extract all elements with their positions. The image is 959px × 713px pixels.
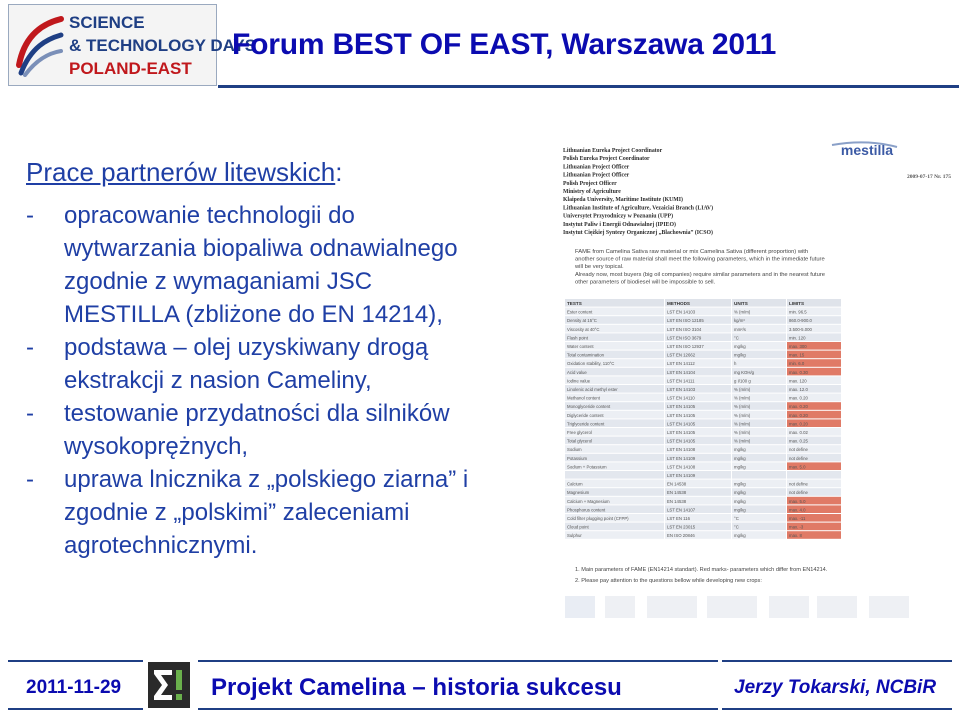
table-cell bbox=[565, 471, 664, 479]
addressee-line: Ministry of Agriculture bbox=[563, 189, 621, 195]
table-cell-text: LST EN ISO 12937 bbox=[667, 344, 704, 349]
table-cell-text: Phosphorus content bbox=[567, 507, 606, 513]
table-cell-text: % (m/m) bbox=[734, 412, 751, 418]
blurred-block bbox=[769, 596, 809, 618]
list-dash: - bbox=[26, 202, 34, 229]
table-cell-text: mg/kg bbox=[734, 481, 746, 487]
table-cell-text: % (m/m) bbox=[734, 438, 751, 444]
table-cell-text: LST EN 14105 bbox=[667, 421, 696, 427]
footnote-line: 2. Please pay attention to the questions bellow while developing new crops: bbox=[575, 578, 762, 584]
table-cell-text: LST EN 14108 bbox=[667, 447, 696, 453]
logo-line-technology-days: & TECHNOLOGY DAYS bbox=[69, 36, 257, 55]
table-cell-text: mg/kg bbox=[734, 490, 746, 496]
table-cell-text: °C bbox=[734, 516, 739, 521]
addressee-line: Lithuanian Project Officer bbox=[563, 172, 630, 179]
table-cell-text: not define bbox=[789, 481, 808, 487]
table-cell-text: max. -11 bbox=[789, 516, 806, 521]
table-cell-text: max. 0.25 bbox=[789, 438, 808, 444]
table-cell-text: Oxidation stability, 110°C bbox=[567, 361, 615, 367]
paragraph-line: will be very topical. bbox=[575, 264, 624, 271]
table-cell-text: LST EN 14109 bbox=[667, 473, 696, 478]
table-header-text: METHODS bbox=[667, 301, 690, 306]
list-text: zgodnie z wymaganiami JSC bbox=[64, 268, 373, 295]
addressee-line: Lithuanian Eureka Project Coordinator bbox=[563, 148, 663, 154]
table-cell-text: not define bbox=[789, 490, 808, 496]
table-cell-text: max. 0.20 bbox=[789, 421, 808, 427]
table-cell-text: % (m/m) bbox=[734, 404, 751, 410]
blurred-block bbox=[707, 596, 757, 618]
footer-date-box bbox=[8, 660, 143, 710]
table-cell-text: LST EN 14103 bbox=[667, 387, 696, 392]
table-header-text: TESTS bbox=[567, 301, 582, 306]
addressee-line: Lithuanian Institute of Agriculture, Vezaiciai Branch (LIAV) bbox=[563, 205, 714, 212]
table-cell-text: LST EN 14105 bbox=[667, 404, 696, 410]
table-cell-text: LST EN 12662 bbox=[667, 352, 696, 358]
list-item bbox=[26, 463, 546, 496]
table-cell-text: max. 300 bbox=[789, 344, 807, 349]
table-cell-text: Acid value bbox=[567, 369, 587, 375]
table-cell-text: LST EN 116 bbox=[667, 516, 691, 521]
table-cell-text: LST EN 14103 bbox=[667, 309, 696, 315]
list-text: agrotechnicznymi. bbox=[64, 532, 258, 559]
header-divider bbox=[218, 85, 959, 88]
bullet-list bbox=[26, 199, 546, 562]
table-cell-text: Calcium bbox=[567, 481, 583, 487]
table-cell-text: Water content bbox=[567, 344, 594, 349]
list-text: ekstrakcji z nasion Cameliny, bbox=[64, 367, 372, 394]
table-cell-text: max. 120 bbox=[789, 378, 807, 384]
science-technology-days-logo bbox=[8, 4, 257, 86]
table-cell bbox=[732, 333, 786, 341]
blurred-block bbox=[565, 596, 595, 618]
list-item bbox=[26, 496, 546, 529]
blurred-block bbox=[869, 596, 909, 618]
logo-swirl-icon bbox=[15, 13, 65, 77]
table-cell-text: max. 0.20 bbox=[789, 412, 808, 418]
table-cell-text: EN ISO 20846 bbox=[667, 533, 695, 539]
blurred-block bbox=[817, 596, 857, 618]
table-cell-text: max. 0.30 bbox=[789, 369, 808, 375]
table-cell-text: max. 8 bbox=[789, 533, 802, 539]
table-cell-text: Sodium bbox=[567, 447, 582, 453]
table-cell-text: EN 14538 bbox=[667, 490, 687, 496]
table-cell-text: % (m/m) bbox=[734, 387, 751, 392]
header-bar bbox=[0, 0, 959, 91]
paragraph-line: FAME from Camelina Sativa raw material or mix Camelina Sativa (different proportion) with bbox=[575, 249, 809, 255]
ncbir-logo-icon bbox=[148, 662, 190, 708]
table-cell bbox=[732, 359, 786, 367]
table-cell bbox=[732, 471, 786, 479]
table-cell-text: min. 96.5 bbox=[789, 309, 807, 315]
addressee-line: Polish Eureka Project Coordinator bbox=[563, 156, 650, 163]
table-cell-text: % (m/m) bbox=[734, 309, 751, 315]
table-cell-text: min. 120 bbox=[789, 335, 806, 341]
table-cell-text: °C bbox=[734, 335, 739, 341]
mestilla-logo-text: mestilla bbox=[840, 142, 894, 158]
addressee-line: Universytet Przyrodniczy w Poznaniu (UPP) bbox=[563, 213, 674, 220]
list-item bbox=[26, 265, 546, 298]
footer-author-box bbox=[722, 660, 952, 710]
list-dash: - bbox=[26, 334, 34, 361]
list-text: zgodnie z „polskimi” zaleceniami bbox=[64, 499, 410, 526]
table-cell-text: mg/kg bbox=[734, 455, 746, 461]
table-cell-text: LST EN 14104 bbox=[667, 369, 696, 375]
table-cell-text: max. 12.0 bbox=[789, 387, 808, 392]
table-cell-text: mg/kg bbox=[734, 464, 746, 470]
table-cell-text: mm²/s bbox=[734, 326, 746, 332]
table-cell-text: Flash point bbox=[567, 335, 589, 341]
table-cell-text: Diglyceride content bbox=[567, 412, 604, 418]
table-cell-text: Calcium + Magnesium bbox=[567, 498, 610, 504]
footer-author: Jerzy Tokarski, NCBiR bbox=[734, 677, 937, 698]
list-item bbox=[26, 430, 546, 463]
paragraph-line: other parameters of biodiesel will be impossible to sell. bbox=[575, 279, 716, 286]
document-date: 2009-07-17 Nr. 175 bbox=[907, 174, 951, 180]
table-cell-text: LST EN 14110 bbox=[667, 395, 695, 401]
table-cell-text: Ester content bbox=[567, 309, 593, 315]
table-cell-text: Linolenic acid methyl ester bbox=[567, 387, 618, 392]
paragraph-line: another source of raw material shall meet the following parameters, which in the immediate future bbox=[575, 256, 825, 263]
table-header-text: LIMITS bbox=[789, 301, 805, 306]
logo-line-science: SCIENCE bbox=[69, 13, 145, 32]
scanned-mestilla-letter bbox=[547, 141, 959, 640]
table-cell-text: 860.0-900.0 bbox=[789, 318, 812, 324]
footnote-line: 1. Main parameters of FAME (EN14214 standart). Red marks- parameters which differ from EN14214. bbox=[575, 567, 828, 573]
table-cell-text: Sulphur bbox=[567, 533, 582, 539]
table-cell-text: LST EN 14108 bbox=[667, 464, 696, 470]
table-cell-text: LST EN 14109 bbox=[667, 455, 696, 461]
table-cell-text: mg/kg bbox=[734, 352, 746, 358]
table-cell-text: max. 0.20 bbox=[789, 395, 808, 401]
table-cell-text: not define bbox=[789, 447, 808, 453]
addressee-line: Instytut Ciężkiej Syntezy Organicznej „Blachownia” (ICSO) bbox=[563, 230, 713, 236]
list-dash: - bbox=[26, 400, 34, 427]
table-cell-text: not define bbox=[789, 455, 808, 461]
table-cell-text: % (m/m) bbox=[734, 421, 751, 427]
table-cell-text: LST EN ISO 12185 bbox=[667, 318, 704, 324]
table-cell-text: kg/m³ bbox=[734, 318, 745, 324]
table-cell-text: h bbox=[734, 361, 737, 367]
blurred-block bbox=[647, 596, 697, 618]
table-cell-text: LST EN 14111 bbox=[667, 378, 695, 384]
list-text: MESTILLA (zbliżone do EN 14214), bbox=[64, 301, 443, 328]
footer-date: 2011-11-29 bbox=[26, 677, 122, 698]
table-cell-text: Iodine value bbox=[567, 378, 591, 384]
table-cell-text: mg/kg bbox=[734, 498, 746, 504]
table-cell-text: LST EN ISO 3679 bbox=[667, 335, 702, 341]
addressee-line: Instytut Paliw i Energii Odnawialnej (IPIEO) bbox=[563, 221, 676, 228]
list-text: testowanie przydatności dla silników bbox=[64, 400, 450, 427]
mestilla-logo bbox=[832, 142, 897, 158]
list-item bbox=[26, 232, 546, 265]
section-heading-text: Prace partnerów litewskich bbox=[26, 157, 336, 187]
table-cell-text: °C bbox=[734, 524, 739, 530]
table-cell-text: Monoglyceride content bbox=[567, 404, 611, 410]
table-cell bbox=[787, 471, 841, 479]
table-cell-text: LST EN ISO 3104 bbox=[667, 326, 702, 332]
table-cell-text: Cold filter plugging point (CFPP) bbox=[567, 516, 629, 521]
addressee-line: Klaipeda University, Maritime Institute (KUMI) bbox=[563, 197, 683, 204]
table-cell-text: mg KOH/g bbox=[734, 369, 755, 375]
table-cell-text: Viscosity at 40°C bbox=[567, 326, 600, 332]
list-item bbox=[26, 298, 546, 331]
table-cell bbox=[732, 514, 786, 522]
list-dash: - bbox=[26, 466, 34, 493]
list-text: uprawa lnicznika z „polskiego ziarna” i bbox=[64, 466, 469, 493]
table-cell-text: % (m/m) bbox=[734, 430, 751, 435]
table-cell-text: Magnesium bbox=[567, 490, 590, 496]
table-cell-text: Density at 15°C bbox=[567, 318, 597, 324]
list-item bbox=[26, 397, 546, 430]
table-cell-text: Methanol content bbox=[567, 395, 600, 401]
table-cell-text: Total contamination bbox=[567, 352, 605, 358]
list-item bbox=[26, 199, 546, 232]
footer-bar bbox=[0, 660, 959, 713]
table-cell-text: max. 0.02 bbox=[789, 430, 808, 435]
list-item bbox=[26, 529, 546, 562]
table-cell-text: max. 5.0 bbox=[789, 464, 806, 470]
section-heading-colon: : bbox=[335, 157, 343, 187]
list-item bbox=[26, 331, 546, 364]
table-cell-text: Sodium + Potassium bbox=[567, 464, 607, 470]
table-cell-text: 3.500-5.000 bbox=[789, 326, 812, 332]
table-cell-text: Cloud point bbox=[567, 524, 589, 530]
list-text: opracowanie technologii do bbox=[64, 202, 355, 229]
table-cell-text: EN 14538 bbox=[667, 481, 687, 487]
footer-project-title: Projekt Camelina – historia sukcesu bbox=[211, 674, 622, 701]
table-cell-text: LST EN 14112 bbox=[667, 361, 695, 367]
table-cell-text: min. 6.0 bbox=[789, 361, 805, 367]
list-text: wytwarzania biopaliwa odnawialnego bbox=[64, 235, 458, 262]
table-cell-text: LST EN 14105 bbox=[667, 438, 696, 444]
table-cell-text: Total glycerol bbox=[567, 438, 593, 444]
blurred-block bbox=[605, 596, 635, 618]
table-cell-text: max. 5.0 bbox=[789, 498, 806, 504]
addressee-line: Lithuanian Project Officer bbox=[563, 164, 630, 171]
paragraph-line: Already now, most buyers (big oil companies) require similar parameters and in the nearest future bbox=[575, 271, 826, 278]
table-cell-text: max. 0.20 bbox=[789, 404, 808, 410]
table-cell-text: LST EN 14105 bbox=[667, 412, 696, 418]
list-text: wysokoprężnych, bbox=[64, 433, 249, 460]
section-heading bbox=[26, 157, 342, 188]
footer-project-box bbox=[198, 660, 718, 710]
table-cell-text: Free glycerol bbox=[567, 430, 592, 435]
table-cell-text: LST EN 14107 bbox=[667, 507, 696, 513]
list-item bbox=[26, 364, 546, 397]
page-title: Forum BEST OF EAST, Warszawa 2011 bbox=[232, 28, 777, 61]
table-cell-text: mg/kg bbox=[734, 447, 746, 453]
table-cell-text: mg/kg bbox=[734, 344, 746, 349]
table-cell-text: Triglyceride content bbox=[567, 421, 605, 427]
table-cell-text: mg/kg bbox=[734, 533, 746, 539]
table-cell bbox=[732, 523, 786, 531]
table-cell-text: max. -3 bbox=[789, 524, 804, 530]
table-cell-text: EN 14538 bbox=[667, 498, 687, 504]
table-cell-text: Potassium bbox=[567, 455, 588, 461]
table-cell-text: g I/100 g bbox=[734, 378, 751, 384]
table-cell-text: max. 15 bbox=[789, 352, 805, 358]
table-cell-text: LST EN 14105 bbox=[667, 430, 696, 435]
table-header-text: UNITS bbox=[734, 301, 748, 306]
table-cell-text: mg/kg bbox=[734, 507, 746, 513]
addressee-line: Polish Project Officer bbox=[563, 180, 617, 187]
table-cell-text: LST EN 23015 bbox=[667, 524, 696, 530]
list-text: podstawa – olej uzyskiwany drogą bbox=[64, 334, 429, 361]
table-cell-text: % (m/m) bbox=[734, 395, 751, 401]
logo-line-poland-east: POLAND-EAST bbox=[69, 59, 192, 78]
table-cell-text: max. 4.0 bbox=[789, 507, 806, 513]
